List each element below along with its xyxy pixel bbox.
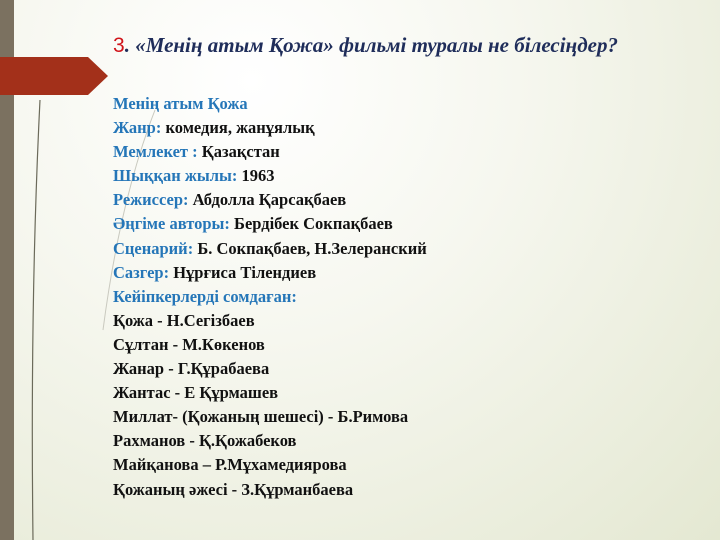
slide-title — [113, 33, 618, 58]
info-line — [113, 188, 427, 212]
info-value: 1963 — [241, 166, 275, 186]
cast-item: Миллат- (Қожаның шешесі) - Б.Римова — [113, 407, 409, 427]
title-number: 3 — [113, 34, 125, 57]
info-value: Нұрғиса Тілендиев — [173, 262, 317, 282]
info-line — [113, 261, 427, 285]
cast-item: Қожаның әжесі - З.Құрманбаева — [113, 479, 354, 499]
info-label: Сазгер: — [113, 262, 174, 282]
info-value: Қазақстан — [201, 142, 280, 162]
info-label: Әңгіме авторы: — [113, 214, 235, 234]
info-line — [113, 212, 427, 236]
info-value: Б. Сокпақбаев, Н.Зелеранский — [197, 238, 427, 258]
cast-item: Сұлтан - М.Көкенов — [113, 334, 265, 354]
info-line — [113, 285, 427, 309]
info-label: Мемлекет : — [113, 142, 202, 162]
film-info — [113, 92, 427, 502]
info-label: Жанр: — [113, 118, 166, 138]
info-label: Менің атым Қожа — [113, 94, 248, 113]
red-arrow-marker — [0, 57, 108, 95]
info-label: Кейіпкерлерді сомдаған: — [113, 286, 297, 306]
info-line — [113, 237, 427, 261]
info-label: Шыққан жылы: — [113, 166, 242, 186]
info-line — [113, 92, 427, 116]
title-text: . «Менің атым Қожа» фильмі туралы не білесіңдер? — [124, 33, 618, 57]
info-value: Абдолла Қарсақбаев — [192, 190, 347, 210]
cast-item: Жантас - Е Құрмашев — [113, 383, 279, 403]
cast-item: Майқанова – Р.Мұхамедиярова — [113, 455, 347, 475]
info-label: Сценарий: — [113, 238, 198, 258]
info-line — [113, 116, 427, 140]
cast-item: Жанар - Г.Құрабаева — [113, 359, 270, 379]
info-label: Режиссер: — [113, 190, 193, 210]
cast-item: Қожа - Н.Сегізбаев — [113, 310, 255, 330]
info-value: Бердібек Сокпақбаев — [234, 214, 393, 234]
info-value: комедия, жанұялық — [165, 118, 315, 138]
info-line — [113, 164, 427, 188]
info-line — [113, 140, 427, 164]
cast-item: Рахманов - Қ.Қожабеков — [113, 431, 297, 451]
